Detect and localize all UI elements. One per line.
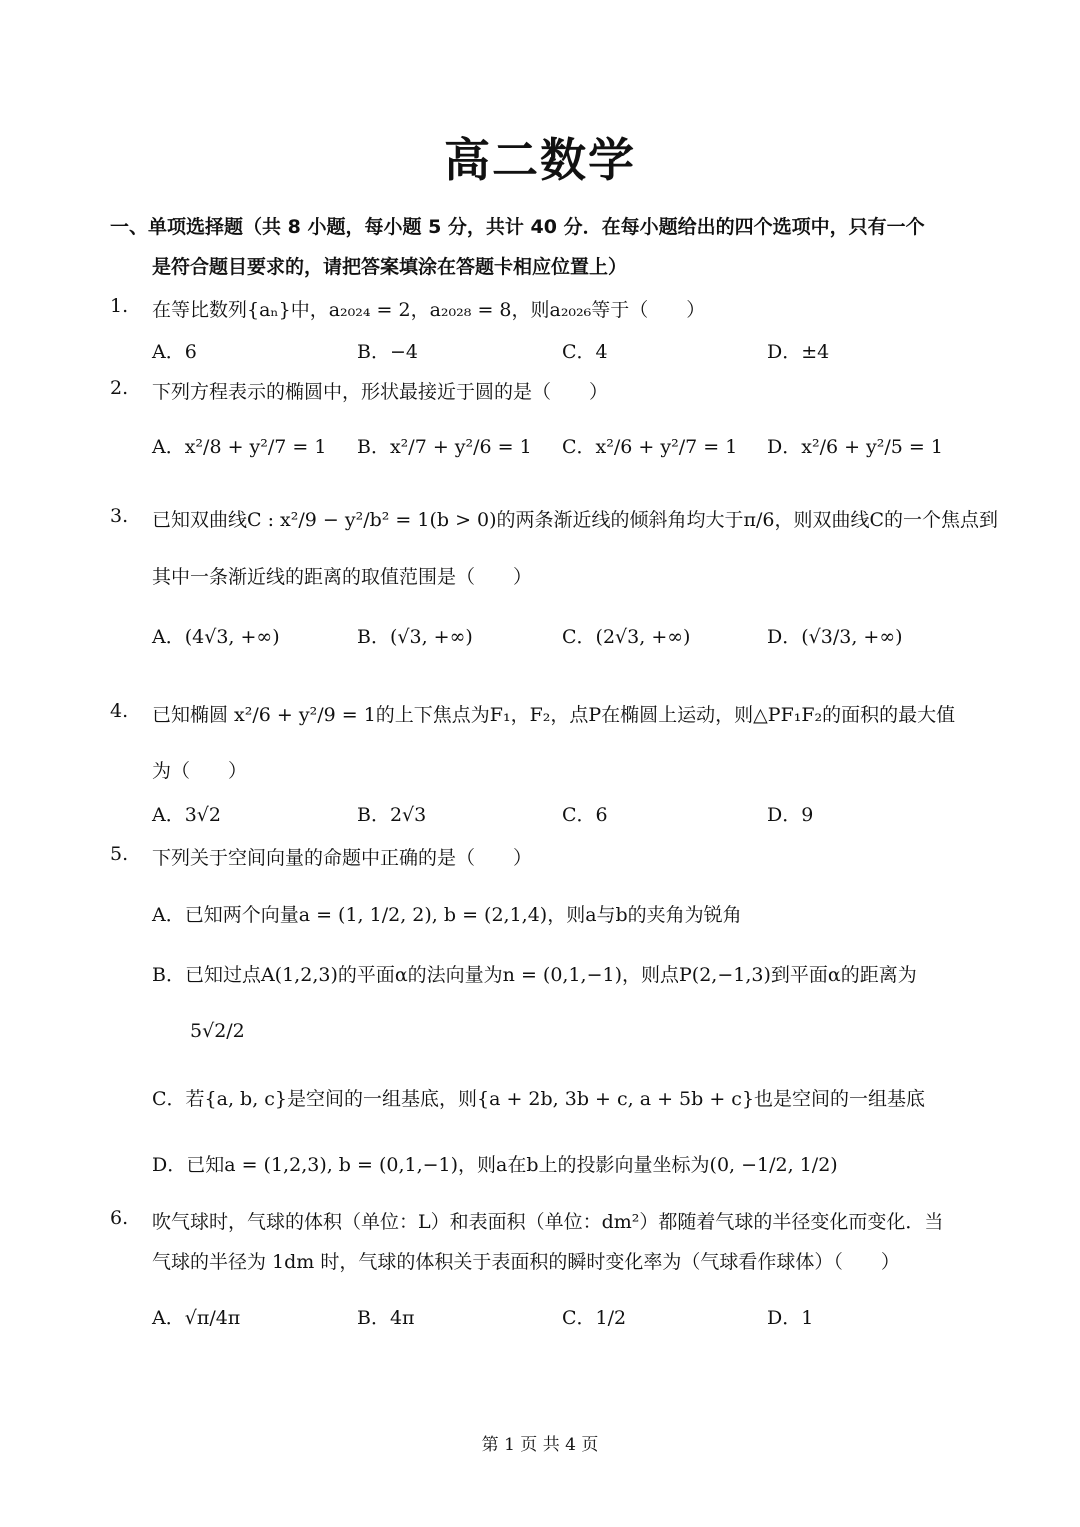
- q6-option-c: C．1/2: [562, 1307, 627, 1329]
- q1-option-a: A．6: [152, 341, 197, 363]
- q5-option-b-value: 5√2/2: [190, 1020, 245, 1042]
- q6-number: 6.: [110, 1207, 129, 1229]
- q5-option-d: D．已知a = (1,2,3), b = (0,1,−1)，则a在b上的投影向量坐标为(0, −1/2, 1/2): [152, 1154, 838, 1176]
- q1-option-c: C．4: [562, 341, 608, 363]
- q3-option-b: B．(√3, +∞): [357, 626, 473, 648]
- q6-text: 吹气球时，气球的体积（单位：L）和表面积（单位：dm²）都随着气球的半径变化而变化．当: [152, 1211, 944, 1233]
- q3-text-cont: 其中一条渐近线的距离的取值范围是（ ）: [152, 566, 533, 588]
- q1-number: 1.: [110, 295, 129, 317]
- q6-option-b: B．4π: [357, 1307, 415, 1329]
- q2-text: 下列方程表示的椭圆中，形状最接近于圆的是（ ）: [152, 381, 609, 403]
- q5-option-c: C．若{a, b, c}是空间的一组基底，则{a + 2b, 3b + c, a + 5b + c}也是空间的一组基底: [152, 1088, 926, 1110]
- section-heading-cont: 是符合题目要求的，请把答案填涂在答题卡相应位置上）: [152, 256, 628, 278]
- page-footer: 第 1 页 共 4 页: [481, 1435, 599, 1455]
- q2-option-d: D．x²/6 + y²/5 = 1: [767, 436, 943, 458]
- q3-option-a: A．(4√3, +∞): [152, 626, 280, 648]
- q4-option-c: C．6: [562, 804, 608, 826]
- page-title: 高二数学: [444, 133, 636, 187]
- q6-option-a: A．√π/4π: [152, 1307, 241, 1329]
- q5-text: 下列关于空间向量的命题中正确的是（ ）: [152, 847, 533, 869]
- q4-option-a: A．3√2: [152, 804, 222, 826]
- q1-option-b: B．−4: [357, 341, 418, 363]
- q2-option-b: B．x²/7 + y²/6 = 1: [357, 436, 532, 458]
- section-heading: 一、单项选择题（共 8 小题，每小题 5 分，共计 40 分．在每小题给出的四个选项中，只有一个: [110, 216, 925, 238]
- q4-text: 已知椭圆 x²/6 + y²/9 = 1的上下焦点为F₁，F₂，点P在椭圆上运动，则△PF₁F₂的面积的最大值: [152, 704, 956, 726]
- q4-number: 4.: [110, 700, 129, 722]
- q3-option-c: C．(2√3, +∞): [562, 626, 691, 648]
- q5-number: 5.: [110, 843, 129, 865]
- q2-number: 2.: [110, 377, 129, 399]
- q3-number: 3.: [110, 505, 129, 527]
- q6-text-cont: 气球的半径为 1dm 时，气球的体积关于表面积的瞬时变化率为（气球看作球体）（ ）: [152, 1251, 900, 1273]
- q2-option-c: C．x²/6 + y²/7 = 1: [562, 436, 738, 458]
- q4-option-d: D．9: [767, 804, 814, 826]
- q2-option-a: A．x²/8 + y²/7 = 1: [152, 436, 327, 458]
- q1-text: 在等比数列{aₙ}中，a₂₀₂₄ = 2，a₂₀₂₈ = 8，则a₂₀₂₆等于（ ）: [152, 299, 706, 321]
- q3-text: 已知双曲线C : x²/9 − y²/b² = 1(b > 0)的两条渐近线的倾斜角均大于π/6，则双曲线C的一个焦点到: [152, 509, 999, 531]
- q4-text-cont: 为（ ）: [152, 760, 248, 782]
- q4-option-b: B．2√3: [357, 804, 427, 826]
- q5-option-a: A．已知两个向量a = (1, 1/2, 2), b = (2,1,4)，则a与b的夹角为锐角: [152, 904, 742, 926]
- q5-option-b: B．已知过点A(1,2,3)的平面α的法向量为n = (0,1,−1)，则点P(2,−1,3)到平面α的距离为: [152, 964, 917, 986]
- q6-option-d: D．1: [767, 1307, 814, 1329]
- q1-option-d: D．±4: [767, 341, 830, 363]
- q3-option-d: D．(√3/3, +∞): [767, 626, 903, 648]
